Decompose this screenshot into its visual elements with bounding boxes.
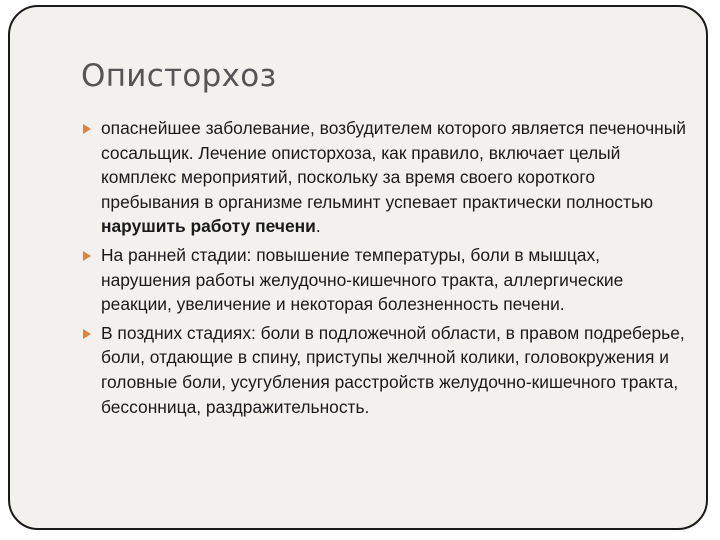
bullet-item-disease-description (83, 116, 689, 239)
bullet-list (83, 116, 689, 423)
bullet-item-late-stage (83, 321, 689, 419)
slide-title: Описторхоз (81, 58, 277, 94)
bullet-text: В поздних стадиях: боли в подложечной области, в правом подреберье, боли, отдающие в спину, приступы желчной колики, головокружения и головные боли, усугубления расстройств желудочно-кишечного тракта, бессонница, раздражительность. (101, 322, 685, 417)
bullet-bold-text: нарушить работу печени (101, 216, 316, 237)
triangle-bullet-icon (83, 124, 91, 134)
bullet-item-early-stage (83, 243, 689, 317)
triangle-bullet-icon (83, 329, 91, 339)
bullet-text-end: . (315, 216, 321, 237)
triangle-bullet-icon (83, 251, 91, 261)
bullet-text: опаснейшее заболевание, возбудителем которого является печеночный сосальщик. Лечение описторхоза, как правило, включает целый комплекс мероприятий, поскольку за время своего короткого пребывания в организме гельминт успевает практически полностью (101, 118, 686, 212)
bullet-text: На ранней стадии: повышение температуры, боли в мышцах, нарушения работы желудочно-кишечного тракта, аллергические реакции, увеличение и некоторая болезненность печени. (101, 244, 624, 315)
